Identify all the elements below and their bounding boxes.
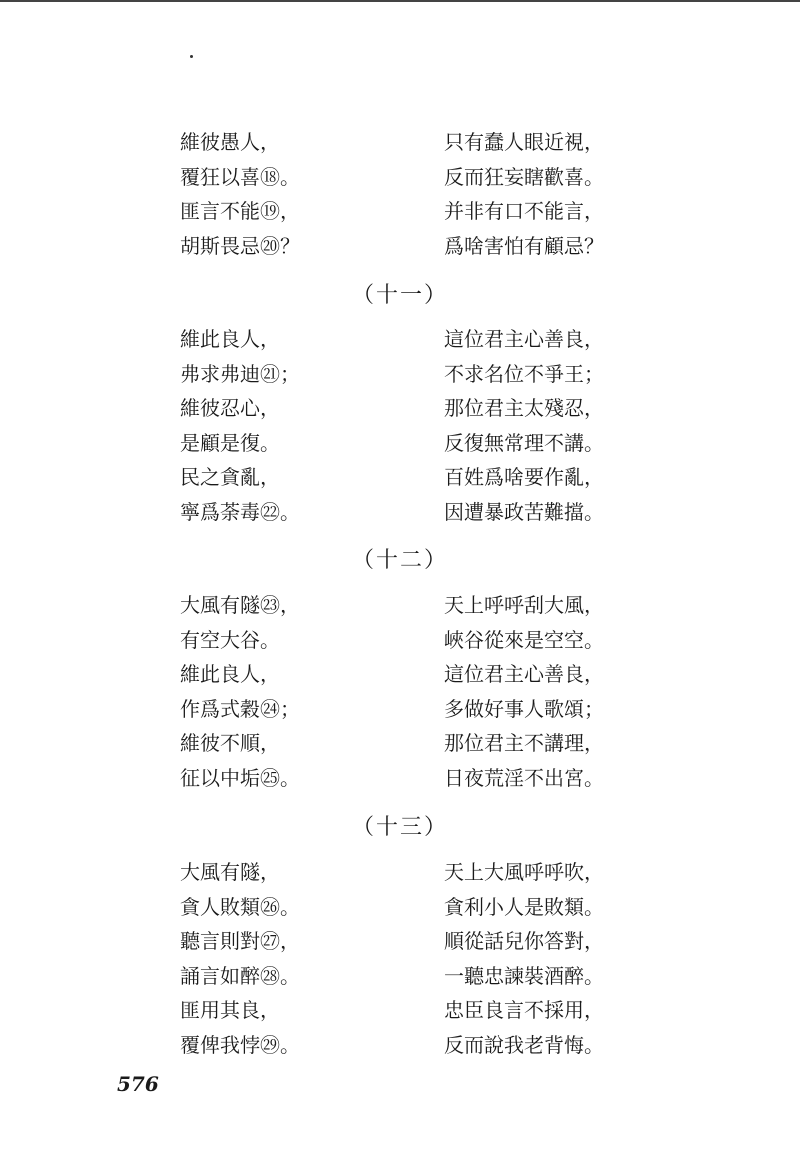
original-line: 民之貪亂，	[180, 465, 280, 489]
verse-line	[0, 726, 800, 761]
translation-line: 那位君主太殘忍，	[444, 396, 604, 420]
verse-line	[0, 924, 800, 959]
original-line: 維彼忍心，	[180, 396, 280, 420]
verse-line	[0, 1028, 800, 1063]
translation-line: 天上大風呼呼吹，	[444, 860, 604, 884]
stanza-0	[0, 125, 800, 263]
verse-line	[0, 761, 800, 796]
original-line: 聽言則對㉗，	[180, 929, 300, 953]
stanza-heading: （十三）	[351, 815, 448, 840]
translation-line: 這位君主心善良，	[444, 327, 604, 351]
verse-line	[0, 357, 800, 392]
original-line: 胡斯畏忌⑳？	[180, 233, 300, 258]
original-line: 征以中垢㉕。	[180, 765, 300, 790]
translation-line: 百姓爲啥要作亂，	[444, 465, 604, 489]
translation-line: 峽谷從來是空空。	[444, 627, 604, 652]
translation-line: 貪利小人是敗類。	[444, 894, 604, 919]
verse-line	[0, 657, 800, 692]
translation-line: 因遭暴政苦難擋。	[444, 499, 604, 524]
translation-line: 順從話兒你答對，	[444, 929, 604, 953]
original-line: 寧爲荼毒㉒。	[180, 499, 300, 524]
verse-line	[0, 426, 800, 461]
original-line: 有空大谷。	[180, 627, 280, 652]
translation-line: 只有蠢人眼近視，	[444, 130, 604, 154]
verse-line	[0, 194, 800, 229]
translation-line: 反而說我老背悔。	[444, 1032, 604, 1057]
original-line: 大風有隧，	[180, 860, 280, 884]
original-line: 弗求弗迪㉑；	[180, 361, 300, 386]
verse-line	[0, 460, 800, 495]
verse-line	[0, 125, 800, 160]
verse-line	[0, 692, 800, 727]
original-line: 覆俾我悖㉙。	[180, 1032, 300, 1057]
page-number: 576	[117, 1072, 159, 1096]
translation-line: 日夜荒淫不出宮。	[444, 765, 604, 790]
original-line: 維此良人，	[180, 327, 280, 351]
stanza-2	[0, 588, 800, 795]
original-line: 匪言不能⑲，	[180, 199, 300, 223]
verse-line	[0, 855, 800, 890]
verse-line	[0, 391, 800, 426]
top-border	[0, 0, 800, 2]
verse-line	[0, 588, 800, 623]
original-line: 維彼愚人，	[180, 130, 280, 154]
verse-line	[0, 890, 800, 925]
verse-line	[0, 160, 800, 195]
stanza-3	[0, 855, 800, 1062]
speck-mark	[190, 55, 193, 58]
stanza-heading: （十一）	[351, 283, 448, 308]
verse-line	[0, 959, 800, 994]
translation-line: 不求名位不爭王；	[444, 361, 604, 386]
translation-line: 反復無常理不講。	[444, 430, 604, 455]
stanza-heading: （十二）	[351, 548, 448, 573]
translation-line: 忠臣良言不採用，	[444, 998, 604, 1022]
original-line: 作爲式穀㉔；	[180, 696, 300, 721]
verse-line	[0, 993, 800, 1028]
translation-line: 爲啥害怕有顧忌？	[444, 233, 604, 258]
translation-line: 那位君主不講理，	[444, 731, 604, 755]
stanza-1	[0, 322, 800, 529]
translation-line: 這位君主心善良，	[444, 662, 604, 686]
verse-line	[0, 623, 800, 658]
translation-line: 一聽忠諫裝酒醉。	[444, 963, 604, 988]
translation-line: 多做好事人歌頌；	[444, 696, 604, 721]
original-line: 覆狂以喜⑱。	[180, 164, 300, 189]
original-line: 是顧是復。	[180, 430, 280, 455]
verse-line	[0, 322, 800, 357]
translation-line: 天上呼呼刮大風，	[444, 593, 604, 617]
original-line: 貪人敗類㉖。	[180, 894, 300, 919]
original-line: 大風有隧㉓，	[180, 593, 300, 617]
original-line: 誦言如醉㉘。	[180, 963, 300, 988]
verse-line	[0, 495, 800, 530]
verse-line	[0, 229, 800, 264]
translation-line: 反而狂妄瞎歡喜。	[444, 164, 604, 189]
original-line: 匪用其良，	[180, 998, 280, 1022]
translation-line: 并非有口不能言，	[444, 199, 604, 223]
original-line: 維此良人，	[180, 662, 280, 686]
original-line: 維彼不順，	[180, 731, 280, 755]
